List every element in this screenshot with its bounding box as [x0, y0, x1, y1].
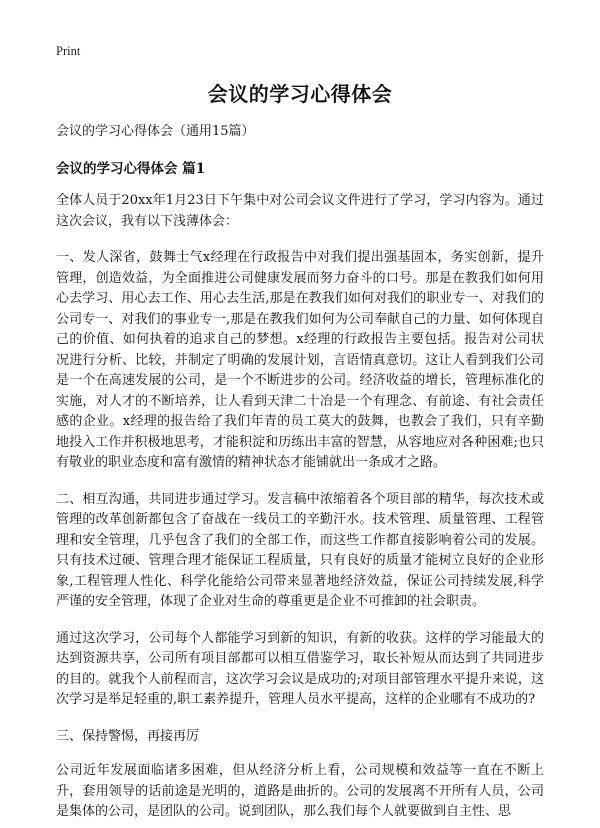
- page-title: 会议的学习心得体会: [207, 82, 393, 106]
- section-heading: 会议的学习心得体会 篇1: [56, 161, 206, 177]
- paragraph-heading: 三、保持警惕，再接再厉: [56, 728, 200, 744]
- document-subtitle: 会议的学习心得体会（通用15篇）: [56, 124, 255, 139]
- paragraph: 二、相互沟通，共同进步通过学习。发言稿中浓缩着各个项目部的精华，每次技术或管理的改革创新都包含了奋战在一线员工的辛勤汗水。技术管理、质量管理、工程管理和安全管理，几乎包含了我们的全部工作，而这些工作都直接影响着公司的发展。只有技术过硬、管理合理才能保证工程质量，只有良好的质量才能树立良好的企业形象,工程管理人性化、科学化能给公司带来显著地经济效益，保证公司持续发展,科学严谨的安全管理，体现了企业对生命的尊重更是企业不可推卸的社会职责。: [56, 491, 544, 609]
- paragraph: 一、发人深省，鼓舞士气x经理在行政报告中对我们提出强基固本，务实创新，提升管理，创造效益，为全面推进公司健康发展而努力奋斗的口号。那是在教我们如何用心去学习、用心去工作、用心去生活,那是在教我们如何对我们的职业专一、对我们的公司专一、对我们的事业专一,那是在教我们如何为公司奉献自己的力量、如何体现自己的价值、如何执着的追求自己的梦想。x经理的行政报告主要包括。报告对公司状况进行分析、比较，并制定了明确的发展计划，言语情真意切。这让人看到我们公司是一个在高速发展的公司，是一个不断进步的公司。经济收益的增长，管理标准化的实施，对人才的不断培养，让人看到天津二十冶是一个有理念、有前途、有社会责任感的企业。x经理的报告给了我们年青的员工莫大的鼓舞，也教会了我们，只有辛勤地投入工作并积极地思考，才能积淀和历练出丰富的智慧，从容地应对各种困难;也只有敬业的职业态度和富有激情的精神状态才能铺就出一条成才之路。: [56, 250, 544, 470]
- document-body: [56, 120, 544, 819]
- print-link[interactable]: Print: [56, 44, 81, 58]
- paragraph: 全体人员于20xx年1月23日下午集中对公司会议文件进行了学习，学习内容为。通过这次会议，我有以下浅薄体会：: [56, 193, 544, 229]
- paragraph: 公司近年发展面临诸多困难，但从经济分析上看，公司规模和效益等一直在不断上升，套用领导的话前途是光明的，道路是曲折的。公司的发展离不开所有人员，公司是集体的公司，是团队的公司。说到团队，那么我们每个人就要做到自主性、思: [56, 763, 544, 819]
- paragraph: 通过这次学习，公司每个人都能学习到新的知识，有新的收获。这样的学习能最大的达到资源共享，公司所有项目部都可以相互借鉴学习，取长补短从而达到了共同进步的目的。就我个人前程而言，这次学习会议是成功的;对项目部管理水平提升来说，这次学习是举足轻重的,职工素养提升，管理人员水平提高，这样的企业哪有不成功的?: [56, 630, 544, 707]
